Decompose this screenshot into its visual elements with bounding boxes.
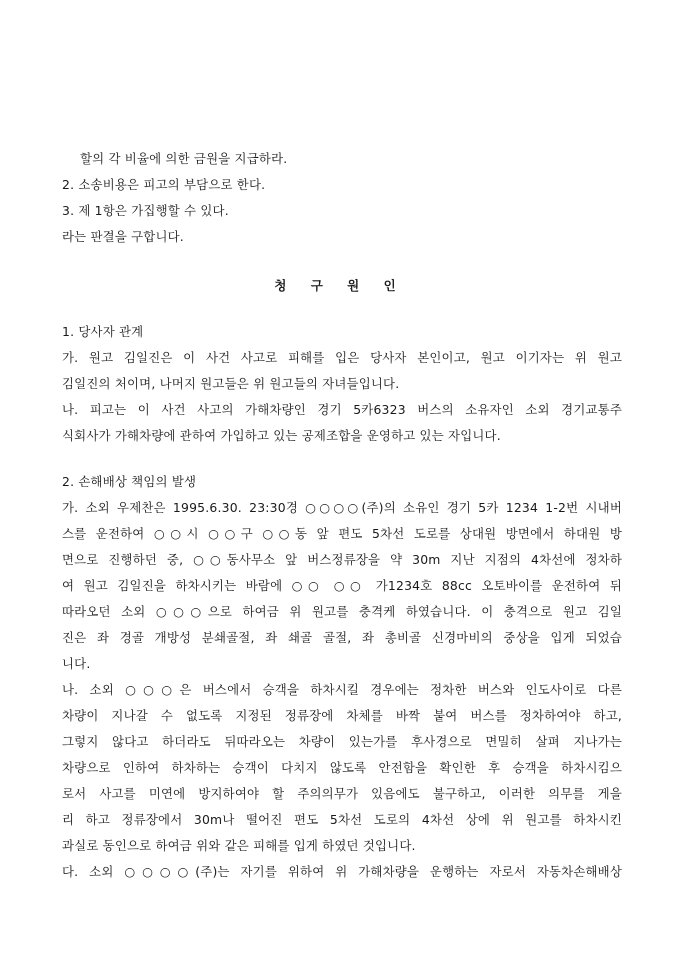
section1-line-3: 나. 피고는 이 사건 사고의 가해차량인 경기 5카6323 버스의 소유자인 소외 경기교통주 xyxy=(62,402,622,417)
section2-line-13: 리 하고 정류장에서 30m나 떨어진 편도 5차선 도로의 4차선 상에 위 원고를 하차시킨 xyxy=(62,812,622,827)
section1-line-1: 가. 원고 김일진은 이 사건 사고로 피해를 입은 당사자 본인이고, 원고 이기자는 위 원고 xyxy=(62,350,622,365)
section2-line-4: 여 원고 김일진을 하차시키는 바람에 ○○ ○○ 가1234호 88cc 오토바이를 운전하여 뒤 xyxy=(62,578,622,593)
section2-line-11: 차량으로 인하여 하차하는 승객이 다치지 않도록 안전함을 확인한 후 승객을 하차시킴으 xyxy=(62,760,622,775)
section2-line-5: 따라오던 소외 ○○○으로 하여금 위 원고를 충격케 하였습니다. 이 충격으로 원고 김일 xyxy=(62,604,622,619)
section2-line-15: 다. 소외 ○○○○(주)는 자기를 위하여 위 가해차량을 운행하는 자로서 자동차손해배상 xyxy=(62,864,622,879)
section2-line-12: 로서 사고를 미연에 방지하여야 할 주의의무가 있음에도 불구하고, 이러한 의무를 게을 xyxy=(62,786,622,801)
section2-line-2: 스를 운전하여 ○○시 ○○구 ○○동 앞 편도 5차선 도로를 상대원 방면에서 하대원 방 xyxy=(62,526,622,541)
intro-line-2: 2. 소송비용은 피고의 부담으로 한다. xyxy=(62,177,266,192)
section2-line-7: 니다. xyxy=(62,656,91,671)
section1-line-4: 식회사가 가해차량에 관하여 가입하고 있는 공제조합을 운영하고 있는 자입니다. xyxy=(62,428,501,443)
intro-line-4: 라는 판결을 구합니다. xyxy=(62,229,184,244)
section2-line-3: 면으로 진행하던 중, ○○동사무소 앞 버스정류장을 약 30m 지난 지점의 4차선에 정차하 xyxy=(62,552,622,567)
section2-line-14: 과실로 동인으로 하여금 위와 같은 피해를 입게 하였던 것입니다. xyxy=(62,838,416,853)
intro-line-3: 3. 제 1항은 가집행할 수 있다. xyxy=(62,203,229,218)
intro-line-1: 할의 각 비율에 의한 금원을 지급하라. xyxy=(80,151,288,166)
section2-line-10: 그렇지 않다고 하더라도 뒤따라오는 차량이 있는가를 후사경으로 면밀히 살펴 지나가는 xyxy=(62,734,622,749)
section2-line-9: 차량이 지나갈 수 없도록 지정된 정류장에 차체를 바짝 붙여 버스를 정차하여야 하고, xyxy=(62,708,622,723)
section2-heading: 2. 손해배상 책임의 발생 xyxy=(62,474,197,489)
section-title: 청 구 원 인 xyxy=(274,278,406,293)
section2-line-8: 나. 소외 ○○○은 버스에서 승객을 하차시킬 경우에는 정차한 버스와 인도사이로 다른 xyxy=(62,682,622,697)
section1-line-2: 김일진의 처이며, 나머지 원고들은 위 원고들의 자녀들입니다. xyxy=(62,376,400,391)
section2-line-1: 가. 소외 우제찬은 1995.6.30. 23:30경 ○○○○(주)의 소유인 경기 5카 1234 1-2번 시내버 xyxy=(62,500,622,515)
section2-line-6: 진은 좌 경골 개방성 분쇄골절, 좌 쇄골 골절, 좌 총비골 신경마비의 중상을 입게 되었습 xyxy=(62,630,622,645)
section1-heading: 1. 당사자 관계 xyxy=(62,324,144,339)
